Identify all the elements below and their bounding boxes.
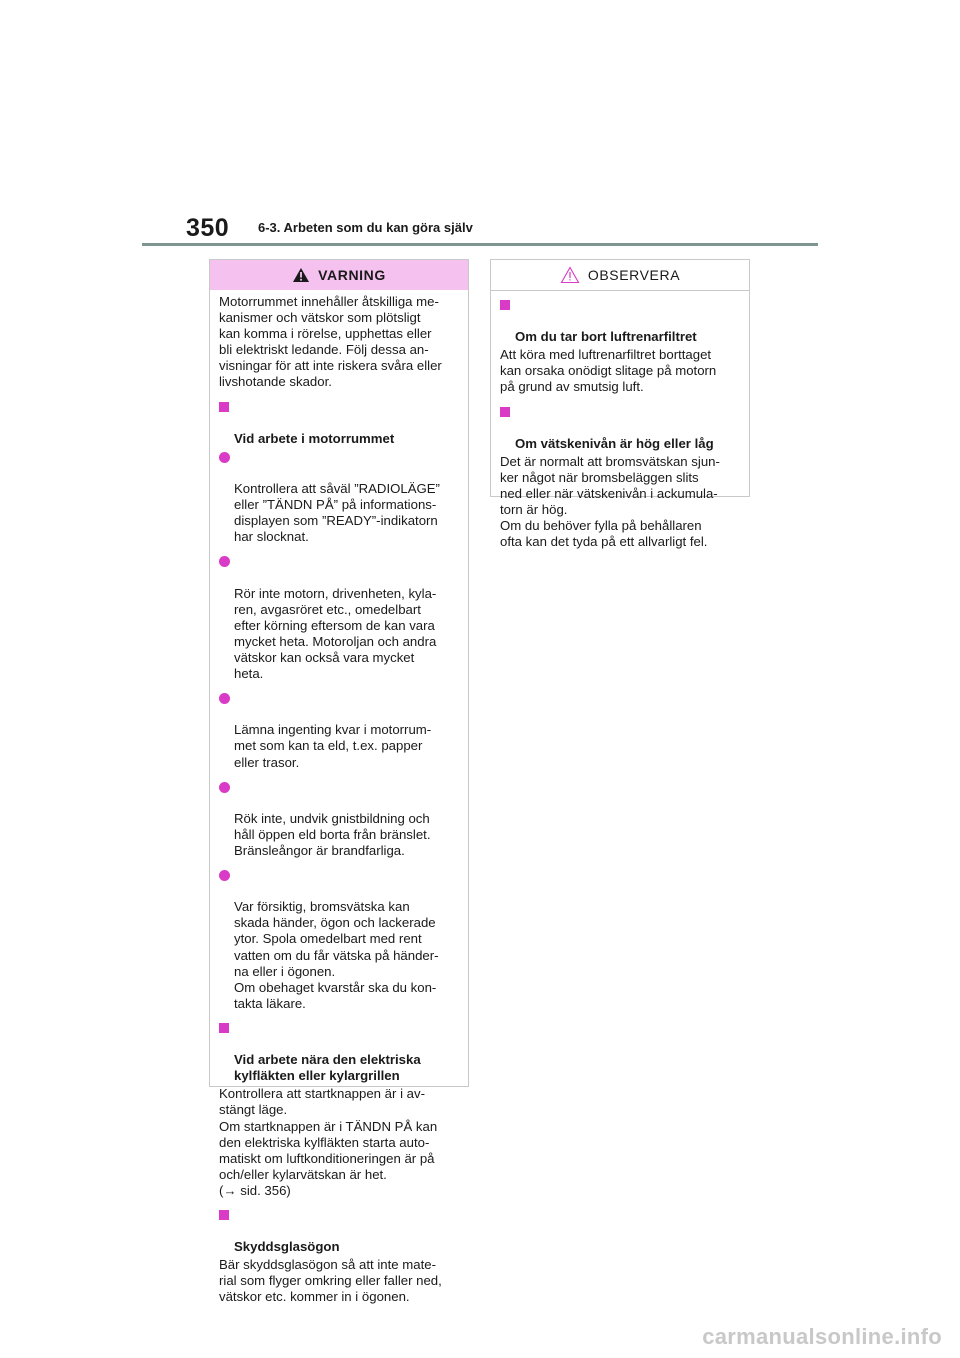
warning-cooling-fan-text: Kontrollera att startknappen är i av- stängt läge. Om startknappen är i TÄNDN PÅ kan den elektriska kylfläkten starta auto- matiskt om luftkonditioneringen är på och/eller kylarvätskan är het. (→ sid. 356) <box>219 1086 438 1198</box>
notice-heading-air-filter <box>500 297 740 345</box>
warning-triangle-icon <box>292 267 310 283</box>
warning-bullet-text: Lämna ingenting kvar i motorrum- met som kan ta eld, t.ex. papper eller trasor. <box>234 722 432 770</box>
warning-bullet <box>219 779 459 859</box>
warning-heading-text: Vid arbete i motorrummet <box>234 430 395 446</box>
warning-bullet <box>219 867 459 1012</box>
page-number: 350 <box>186 214 230 242</box>
watermark-text: carmanualsonline.info <box>702 1324 942 1349</box>
notice-heading-fluid-level <box>500 404 740 452</box>
warning-heading-text: Skyddsglasögon <box>234 1239 340 1255</box>
notice-body <box>491 291 749 550</box>
warning-bullet-text: Rök inte, undvik gnistbildning och håll öppen eld borta från bränslet. Bränsleångor är brandfarliga. <box>234 810 431 858</box>
warning-title: VARNING <box>318 267 386 283</box>
notice-heading-text: Om du tar bort luftrenarfiltret <box>515 329 697 345</box>
warning-bullet-text: Rör inte motorn, drivenheten, kyla- ren, avgasröret etc., omedelbart efter körning eftersom de kan vara mycket heta. Motoroljan och andra vätskor kan också vara mycket heta. <box>234 585 437 682</box>
warning-bullet <box>219 690 459 770</box>
section-title: 6-3. Arbeten som du kan göra själv <box>258 220 473 235</box>
notice-header <box>491 260 749 291</box>
round-bullet-icon <box>219 870 230 881</box>
page-header <box>0 0 960 250</box>
warning-heading-cooling-fan <box>219 1020 459 1084</box>
warning-heading-goggles <box>219 1207 459 1255</box>
notice-title: OBSERVERA <box>587 267 681 283</box>
square-bullet-icon <box>219 1023 229 1033</box>
warning-goggles-text: Bär skyddsglasögon så att inte mate- rial som flyger omkring eller faller ned, vätskor etc. kommer in i ögonen. <box>219 1257 442 1305</box>
notice-air-filter-text: Att köra med luftrenarfiltret borttaget kan orsaka onödigt slitage på motorn på grund av smutsig luft. <box>500 347 717 395</box>
warning-body <box>210 290 468 1306</box>
warning-heading-text: Vid arbete nära den elektriska kylfläkten eller kylargrillen <box>234 1052 421 1084</box>
notice-box <box>490 259 750 550</box>
caution-triangle-outline-icon <box>560 266 580 284</box>
notice-fluid-level-text: Det är normalt att bromsvätskan sjun- ker något när bromsbeläggen slits ned eller när vätskenivån i ackumula- torn är hög. Om du behöver fylla på behållaren ofta kan det tyda på ett allvarligt fel. <box>500 453 720 550</box>
square-bullet-icon <box>219 402 229 412</box>
warning-bullet <box>219 449 459 546</box>
warning-bullet <box>219 553 459 682</box>
warning-box <box>209 259 469 1305</box>
warning-heading-engine-room <box>219 399 459 447</box>
round-bullet-icon <box>219 782 230 793</box>
warning-bullet-text: Var försiktig, bromsvätska kan skada händer, ögon och lackerade ytor. Spola omedelbart med rent vatten om du får vätska på händer- na eller i ögonen. Om obehaget kvarstår ska du kon- takta läkare. <box>234 899 439 1011</box>
header-rule <box>142 243 818 246</box>
round-bullet-icon <box>219 452 230 463</box>
notice-heading-text: Om vätskenivån är hög eller låg <box>515 435 714 451</box>
square-bullet-icon <box>500 300 510 310</box>
round-bullet-icon <box>219 556 230 567</box>
warning-intro: Motorrummet innehåller åtskilliga me- kanismer och vätskor som plötsligt kan komma i rörelse, upphettas eller bli elektriskt ledande. Följ dessa an- visningar för att inte riskera svåra eller livshotande skador. <box>219 294 442 390</box>
round-bullet-icon <box>219 693 230 704</box>
square-bullet-icon <box>500 407 510 417</box>
warning-header <box>210 260 468 290</box>
square-bullet-icon <box>219 1210 229 1220</box>
warning-bullet-text: Kontrollera att såväl ”RADIOLÄGE” eller ”TÄNDN PÅ” på informations- displayen som ”READY”-indikatorn har slocknat. <box>234 481 440 545</box>
